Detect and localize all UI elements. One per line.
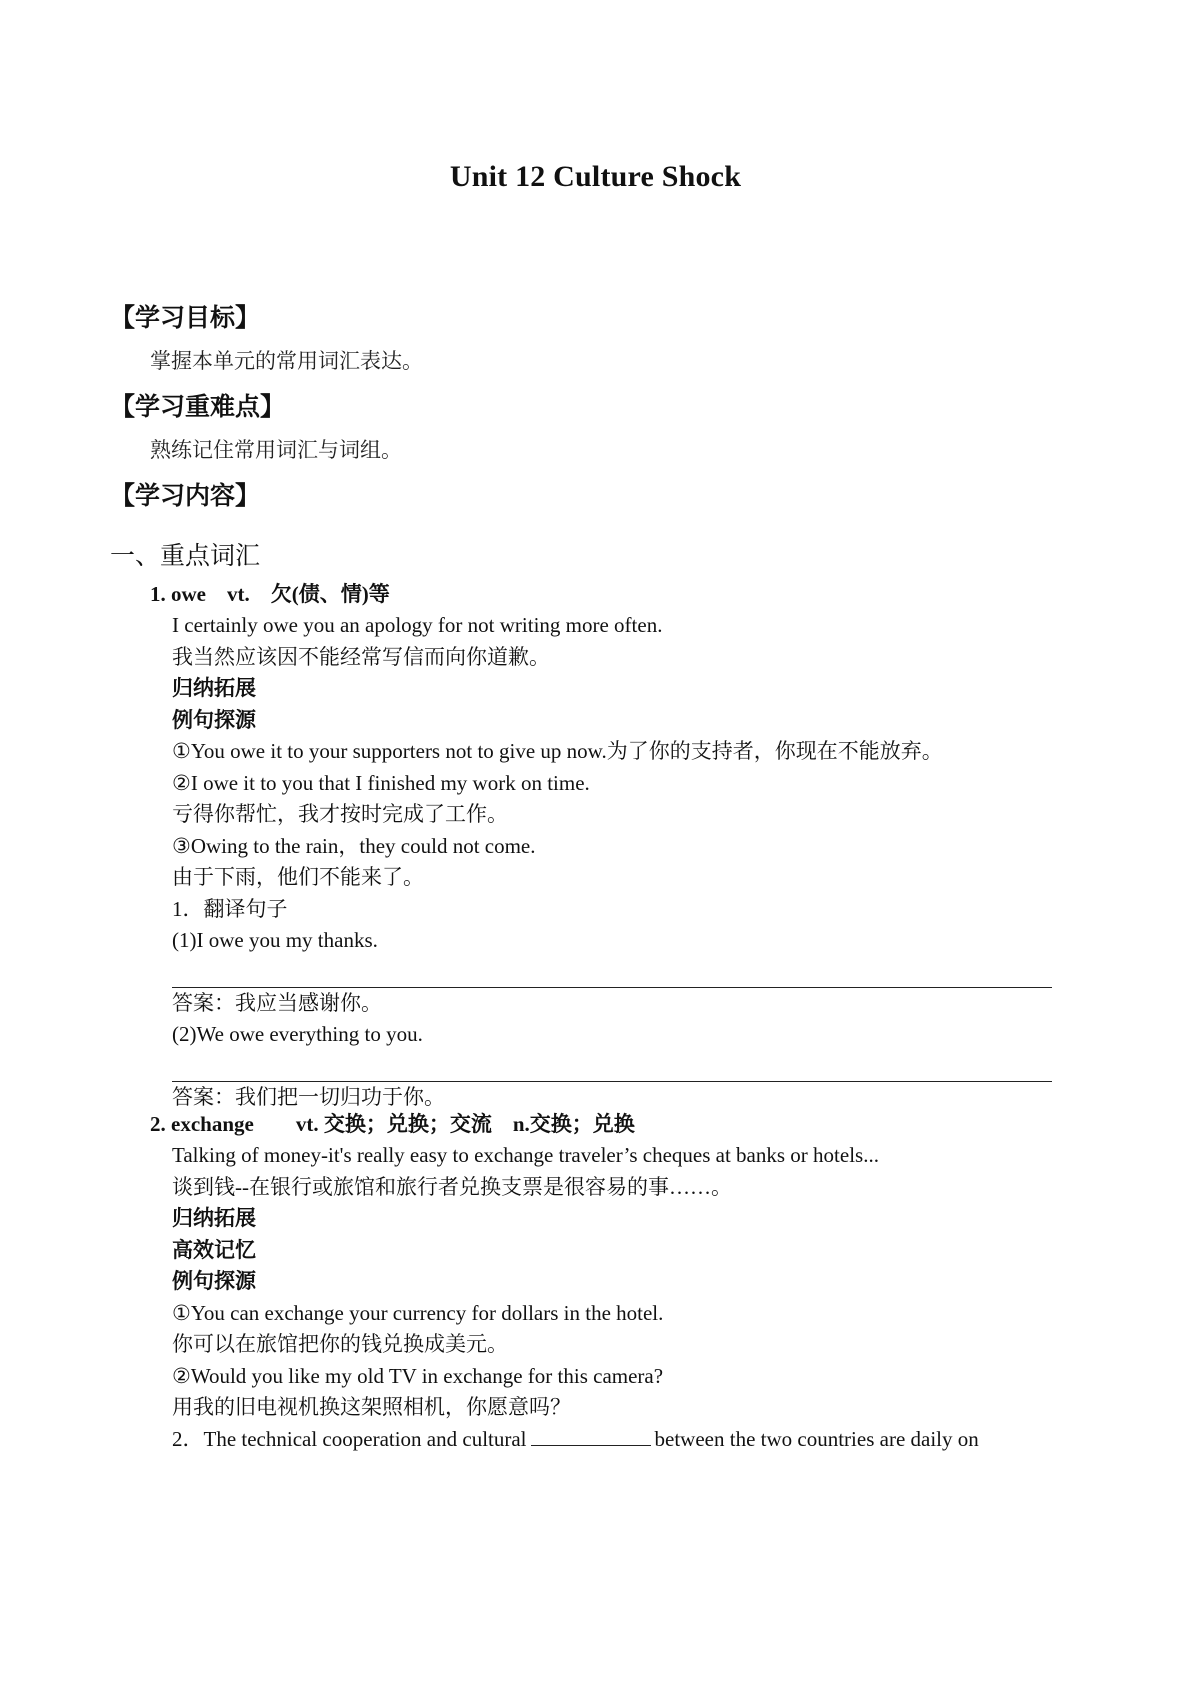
exercise-prefix: 2．The technical cooperation and cultural: [172, 1426, 527, 1451]
example-1-translation: 你可以在旅馆把你的钱兑换成美元。: [172, 1332, 508, 1356]
exercise-question-2: (2)We owe everything to you.: [172, 1022, 423, 1046]
vocab-entry-exchange: [150, 1108, 1090, 1455]
example-sentence: I certainly owe you an apology for not writing more often.: [172, 613, 663, 637]
exercise-answer-1: 答案：我应当感谢你。: [172, 990, 382, 1015]
section-heading-content: 【学习内容】: [110, 483, 261, 510]
vocab-entry-owe: [150, 578, 1090, 1113]
section-heading-key-points: 【学习重难点】: [110, 394, 286, 421]
exercise-question-1: (1)I owe you my thanks.: [172, 928, 378, 952]
part-heading-vocabulary: 一、重点词汇: [110, 543, 261, 570]
example-1: ①You can exchange your currency for dollars in the hotel.: [172, 1300, 664, 1325]
exercise-suffix: between the two countries are daily on: [654, 1426, 979, 1451]
document-title: Unit 12 Culture Shock: [449, 160, 742, 193]
example-2-translation: 用我的旧电视机换这架照相机，你愿意吗？: [172, 1395, 571, 1419]
exercise-fill-blank: [172, 1424, 1090, 1456]
answer-line-1[interactable]: [172, 957, 1052, 988]
label-expand: 归纳拓展: [172, 676, 256, 700]
example-3-translation: 由于下雨，他们不能来了。: [172, 865, 424, 889]
section-heading-objectives: 【学习目标】: [110, 305, 261, 332]
example-2-translation: 亏得你帮忙，我才按时完成了工作。: [172, 802, 508, 826]
exercise-title: 1．翻译句子: [172, 896, 288, 921]
entry-heading: 1. owe vt. 欠(债、情)等: [150, 582, 390, 606]
label-expand: 归纳拓展: [172, 1206, 256, 1230]
label-memory: 高效记忆: [172, 1237, 256, 1262]
example-2: ②I owe it to you that I finished my work on time.: [172, 770, 590, 795]
section-body-objectives: 掌握本单元的常用词汇表达。: [150, 349, 423, 373]
exercise-answer-2: 答案：我们把一切归功于你。: [172, 1084, 445, 1109]
entry-heading: 2. exchange vt. 交换；兑换；交流 n.交换；兑换: [150, 1112, 635, 1136]
example-translation: 谈到钱--在银行或旅馆和旅行者兑换支票是很容易的事……。: [172, 1174, 732, 1199]
example-translation: 我当然应该因不能经常写信而向你道歉。: [172, 644, 550, 669]
section-body-key-points: 熟练记住常用词汇与词组。: [150, 438, 402, 462]
label-examples: 例句探源: [172, 1269, 256, 1293]
example-3: ③Owing to the rain，they could not come.: [172, 833, 536, 858]
example-2: ②Would you like my old TV in exchange for this camera?: [172, 1363, 664, 1388]
answer-line-2[interactable]: [172, 1051, 1052, 1082]
example-1: ①You owe it to your supporters not to give up now.为了你的支持者，你现在不能放弃。: [172, 739, 943, 763]
fill-blank[interactable]: [531, 1425, 651, 1446]
label-examples: 例句探源: [172, 707, 256, 732]
example-sentence: Talking of money-it's really easy to exchange traveler’s cheques at banks or hotels...: [172, 1143, 879, 1167]
